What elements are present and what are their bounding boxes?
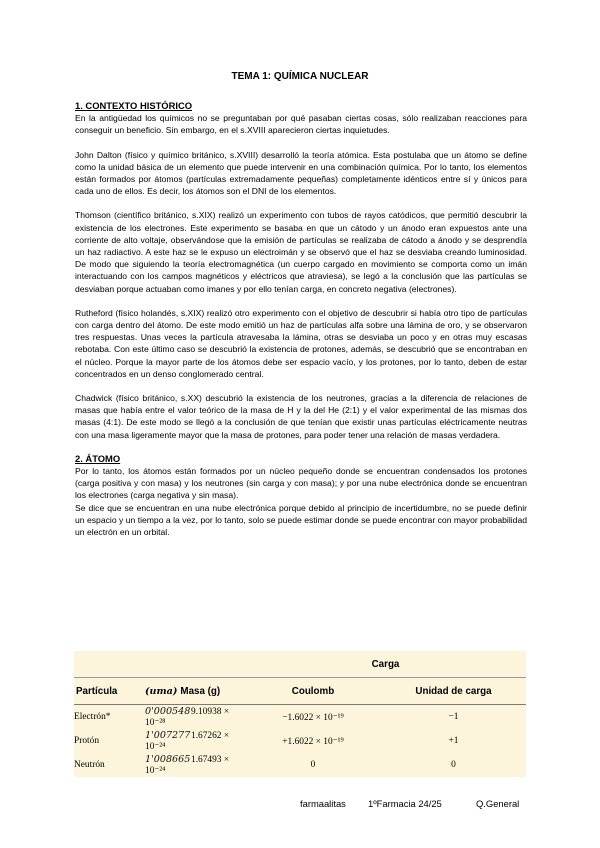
- table-cell-unit: −1: [448, 712, 459, 722]
- paragraph-thomson: Thomson (científico británico, s.XIX) realizó un experimento con tubos de rayos catódicos, que permitió descubrir la existencia de los electrones. Este experimento se basaba en que un cátodo y un ánodo eran expuestos ante una corriente de alto voltaje, observándose que la emisión de partículas se realizaba de cátodo a ánodo y se desprendía un haz radiactivo. A este haz se le expuso un electroimán y se observó que el haz se desviaba creando luminosidad. De modo que siguiendo la teoría electromagnética (un cuerpo cargado en movimiento se comporta como un imán interactuando con los campos magnéticos y eléctricos que atraviesa), se legó a la conclusión que las partículas se desviaban porque actuaban como imanes y por ello tenían carga, en concreto negativa (electrones).: [75, 210, 527, 294]
- table-cell-particle: Protón: [74, 736, 100, 746]
- table-cell-coulomb: 0: [310, 760, 316, 770]
- particles-table: [74, 651, 526, 777]
- table-cell-unit: 0: [451, 760, 456, 770]
- paragraph-intro: En la antigüedad los químicos no se preguntaban por qué pasaban ciertas cosas, sólo realizaban reacciones para conseguir un beneficio. Sin embargo, en el s.XVIII aparecieron ciertas inquietudes.: [75, 113, 527, 136]
- paragraph-atomo-structure: Por lo tanto, los átomos están formados por un núcleo pequeño donde se encuentran condensados los protones (carga positiva y con masa) y los neutrones (sin carga y con masa); y por una nube electrónica donde se encuentran los electrones (carga negativa y sin masa).: [75, 466, 527, 501]
- document-body: [75, 100, 527, 550]
- table-header-unidad: Unidad de carga: [381, 678, 526, 705]
- table-header-masa: (uma) Masa (g): [145, 678, 245, 705]
- table-group-header-carga: Carga: [371, 658, 400, 670]
- paragraph-electron-cloud: Se dice que se encuentran en una nube electrónica porque debido al principio de incertidumbre, no se puede definir un espacio y un tiempo a la vez, por lo tanto, solo se puede estimar donde se puede encontrar con mayor probabilidad un electrón en un orbital.: [75, 502, 527, 538]
- paragraph-chadwick: Chadwick (físico británico, s.XX) descubrió la existencia de los neutrones, gracias a la diferencia de relaciones de masas que había entre el valor teórico de la masa de H y la del He (2:1) y el valor experimental de las mismas dos masas (4:1). De este modo se llegó a la conclusión de que tenían que existir unas partículas eléctricamente neutras con una masa ligeramente mayor que la masa de protones, para poder tener una relación de masas verdadera.: [75, 393, 527, 440]
- table-row: [74, 729, 526, 753]
- table-cell-coulomb: +1.6022 × 10⁻¹⁹: [282, 736, 344, 747]
- footer-course: 1ºFarmacia 24/25: [368, 798, 442, 809]
- table-cell-particle: Electrón*: [74, 712, 111, 722]
- table-cell-mass: 1'0072771.67262 × 10⁻²⁴: [145, 730, 230, 752]
- footer-author: farmaalitas: [300, 798, 346, 809]
- table-header-particula: Partícula: [74, 678, 145, 705]
- footer-subject: Q.General: [476, 798, 520, 809]
- handwritten-uma-note: (uma): [145, 685, 178, 697]
- table-row: [74, 753, 526, 777]
- page-title: TEMA 1: QUÍMICA NUCLEAR: [231, 71, 369, 82]
- table-cell-unit: +1: [448, 736, 459, 746]
- table-cell-mass: 1'0086651.67493 × 10⁻²⁴: [145, 754, 230, 776]
- paragraph-rutheford: Rutheford (físico holandés, s.XIX) realizó otro experimento con el objetivo de descubrir si había otro tipo de partículas con carga dentro del átomo. De este modo emitió un haz de partículas alfa sobre una lámina de oro, y se observaron tres respuestas. Unas veces la partícula atravesaba la lámina, otras se desviaba un poco y en otras muy escasas rebotaba. Con este último caso se descubrió la existencia de protones, además, se descubrió que se encontraban en el núcleo. Porque la mayor parte de los átomos debe ser espacio vacío, y los protones, por lo tanto, deben de estar concentrados en un denso conglomerado central.: [75, 307, 527, 379]
- section-heading-contexto: 1. CONTEXTO HISTÓRICO: [75, 100, 193, 111]
- handwritten-uma-value: 0'000548: [145, 706, 191, 717]
- handwritten-uma-value: 1'007277: [145, 730, 191, 741]
- table-cell-mass: 0'0005489.10938 × 10⁻²⁸: [145, 706, 230, 728]
- table-cell-coulomb: −1.6022 × 10⁻¹⁹: [282, 712, 344, 723]
- table-cell-particle: Neutrón: [74, 760, 105, 770]
- table-row: [74, 705, 526, 729]
- table-header-coulomb: Coulomb: [245, 678, 381, 705]
- handwritten-uma-value: 1'008665: [145, 754, 191, 765]
- section-heading-atomo: 2. ÁTOMO: [75, 452, 121, 464]
- paragraph-dalton: John Dalton (físico y químico británico, s.XVIII) desarrolló la teoría atómica. Esta postulaba que un átomo se define como la unidad básica de un elemento que puede intervenir en una combinación química. Por lo tanto, los elementos están formados por átomos (partículas extremadamente pequeñas) completamente idénticos entre sí y únicos para cada uno de ellos. Es decir, los átomos son el DNI de los elementos.: [75, 149, 527, 197]
